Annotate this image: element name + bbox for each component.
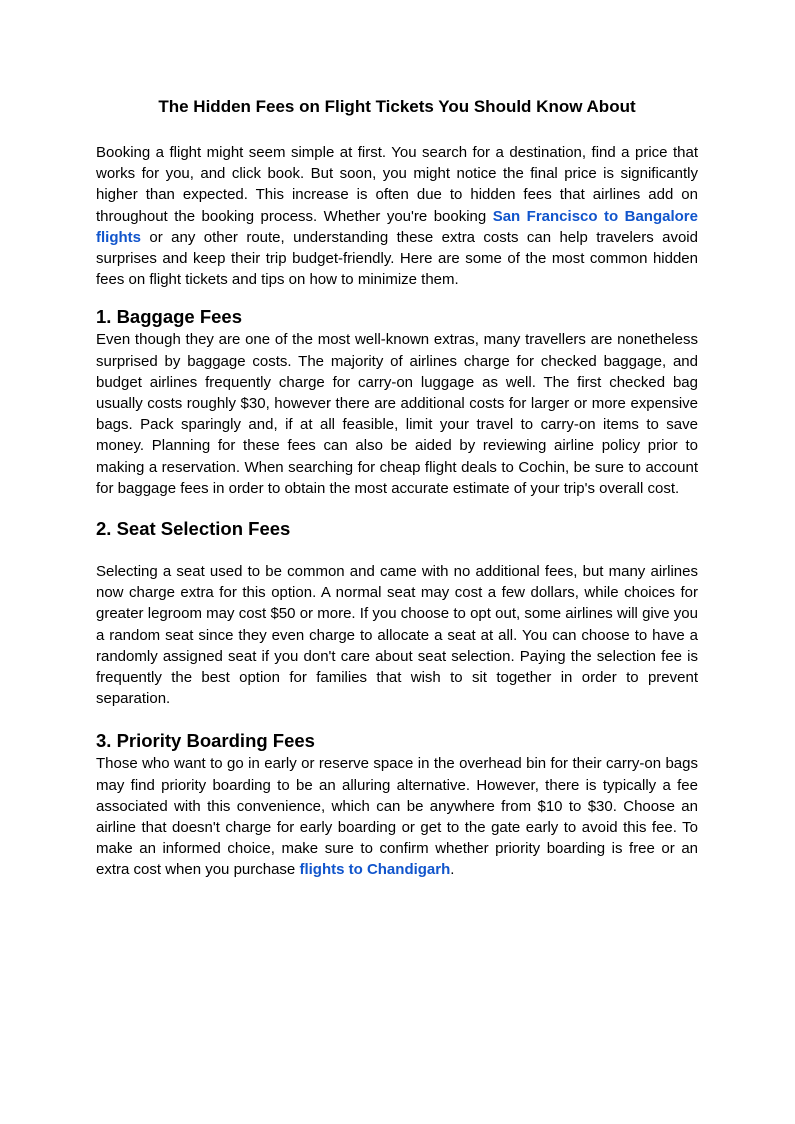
- section-priority-boarding-fees: [96, 729, 698, 880]
- section-heading-seat-selection: 2. Seat Selection Fees: [96, 518, 291, 540]
- flights-to-chandigarh-link[interactable]: flights to Chandigarh: [299, 861, 451, 879]
- document-title: The Hidden Fees on Flight Tickets You Should Know About: [158, 97, 636, 116]
- document-page: [96, 94, 698, 881]
- priority-boarding-text-part1: Those who want to go in early or reserve space in the overhead bin for their carry-on bags may find priority boarding to be an alluring alternative. However, there is typically a fee associated with this convenience, which can be anywhere from $10 to $30. Choose an airline that doesn't charge for early boarding or get to the gate early to avoid this fee. To make an informed choice, make sure to confirm whether priority boarding is free or an extra cost when you purchase: [96, 755, 698, 879]
- section-body-baggage: Even though they are one of the most well-known extras, many travellers are nonetheless surprised by baggage costs. The majority of airlines charge for checked baggage, and budget airlines frequently charge for carry-on luggage as well. The first checked bag usually costs roughly $30, however there are additional costs for larger or more expensive bags. Pack sparingly and, if at all feasible, limit your travel to carry-on items to save money. Planning for these fees can also be aided by reviewing airline policy prior to making a reservation. When searching for cheap flight deals to Cochin, be sure to account for baggage fees in order to obtain the most accurate estimate of your trip's overall cost.: [96, 331, 698, 497]
- intro-text-part1: Booking a flight might seem simple at first. You search for a destination, find a price that works for you, and click book. But soon, you might notice the final price is significantly higher than expected. This increase is often due to hidden fees that airlines add on throughout the booking process. Whether you're booking: [96, 144, 698, 225]
- section-baggage-fees: [96, 305, 698, 499]
- section-body-seat-selection: Selecting a seat used to be common and came with no additional fees, but many airlines now charge extra for this option. A normal seat may cost a few dollars, while choices for greater legroom may cost $50 or more. If you choose to opt out, some airlines will give you a random seat since they even charge to allocate a seat at all. You can choose to have a randomly assigned seat if you don't care about seat selection. Paying the selection fee is frequently the best option for families that wish to sit together in order to prevent separation.: [96, 563, 698, 708]
- intro-paragraph: [96, 142, 698, 290]
- section-body-priority-boarding: [96, 753, 698, 880]
- intro-text-part2: or any other route, understanding these extra costs can help travelers avoid surprises and keep their trip budget-friendly. Here are some of the most common hidden fees on flight tickets and tips on how to minimize them.: [96, 228, 698, 289]
- section-heading-priority-boarding: 3. Priority Boarding Fees: [96, 730, 315, 752]
- section-heading-baggage: 1. Baggage Fees: [96, 306, 243, 328]
- san-francisco-bangalore-link[interactable]: San Francisco to Bangalore flights: [96, 207, 698, 246]
- section-seat-selection-fees: [96, 517, 698, 709]
- priority-boarding-text-part2: .: [450, 861, 455, 879]
